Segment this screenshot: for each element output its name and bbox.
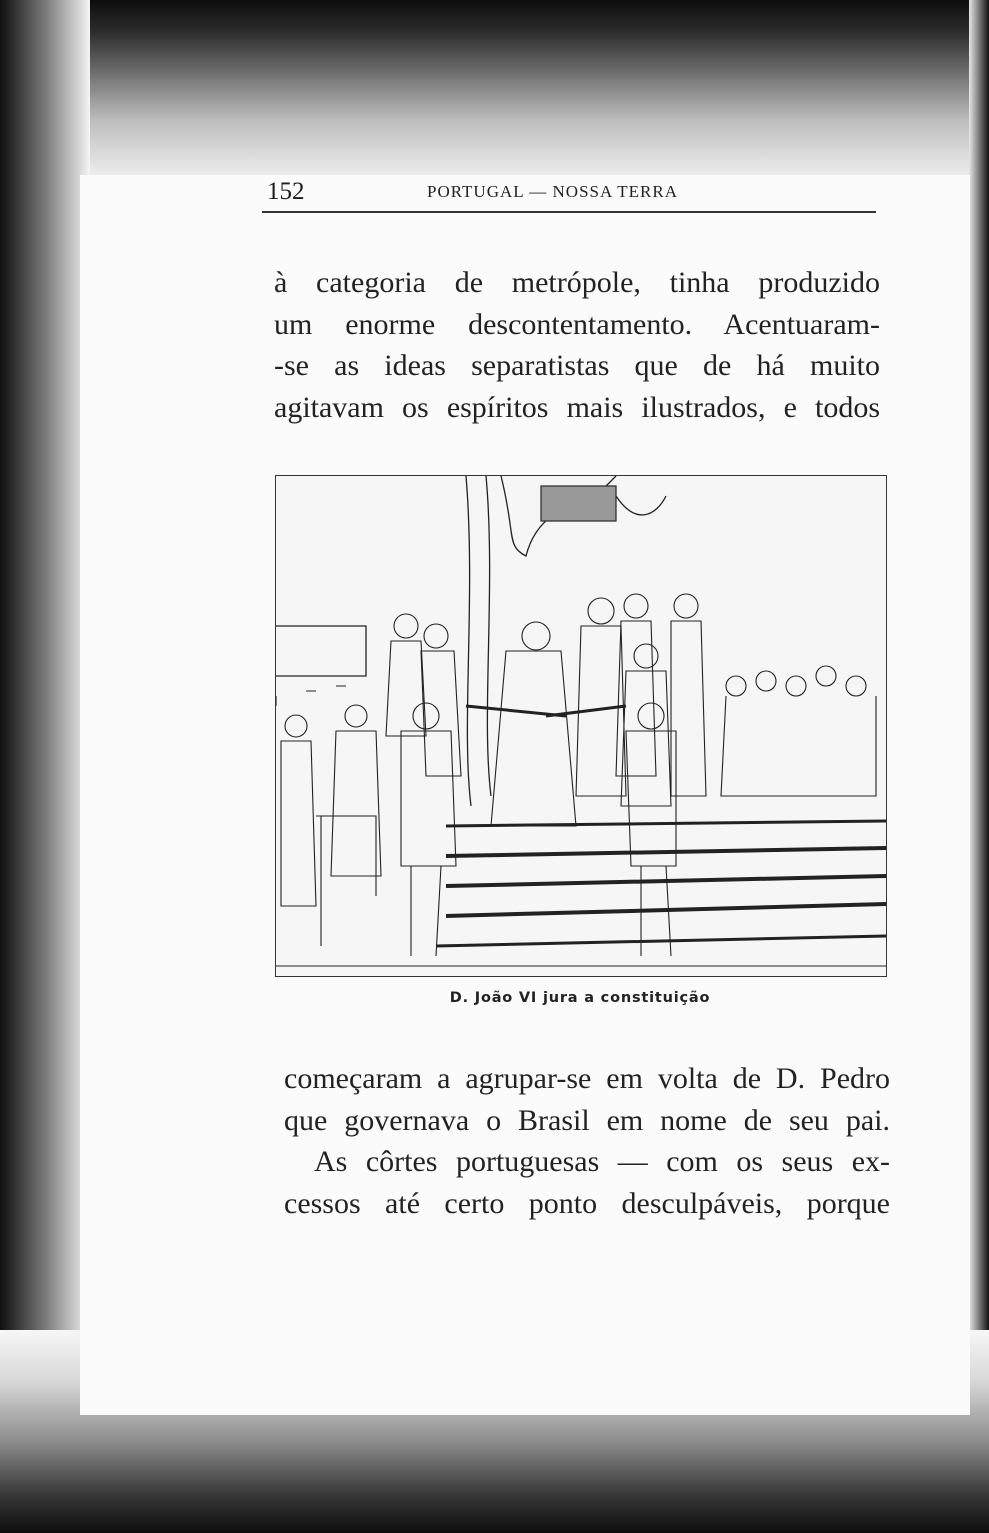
paragraph-bottom [284,1058,890,1224]
page-number: 152 [267,178,305,205]
scan-border-top [0,0,989,190]
running-head [267,178,877,208]
header-rule [262,211,876,213]
text-line: As côrtes portuguesas — com os seus ex- [314,1145,890,1178]
text-line: começaram a agrupar-se em volta de D. Pedro [284,1062,890,1095]
scan-border-right [969,0,989,1533]
text-line: agitavam os espíritos mais ilustrados, e todos [274,390,880,424]
text-line: um enorme descontentamento. Acentuaram- [274,307,880,341]
text-line: cessos até certo ponto desculpáveis, porque [284,1186,890,1220]
scan-border-left [0,0,90,1533]
figure-caption: D. João VI jura a constituição [449,990,711,1006]
paragraph-top [274,262,880,428]
running-title: PORTUGAL — NOSSA TERRA [427,182,678,201]
text-line: à categoria de metrópole, tinha produzido [274,266,880,299]
engraving-image [276,476,886,976]
text-line: -se as ideas separatistas que de há muito [274,349,880,382]
illustration [275,475,887,977]
text-line: que governava o Brasil em nome de seu pai. [284,1103,890,1137]
